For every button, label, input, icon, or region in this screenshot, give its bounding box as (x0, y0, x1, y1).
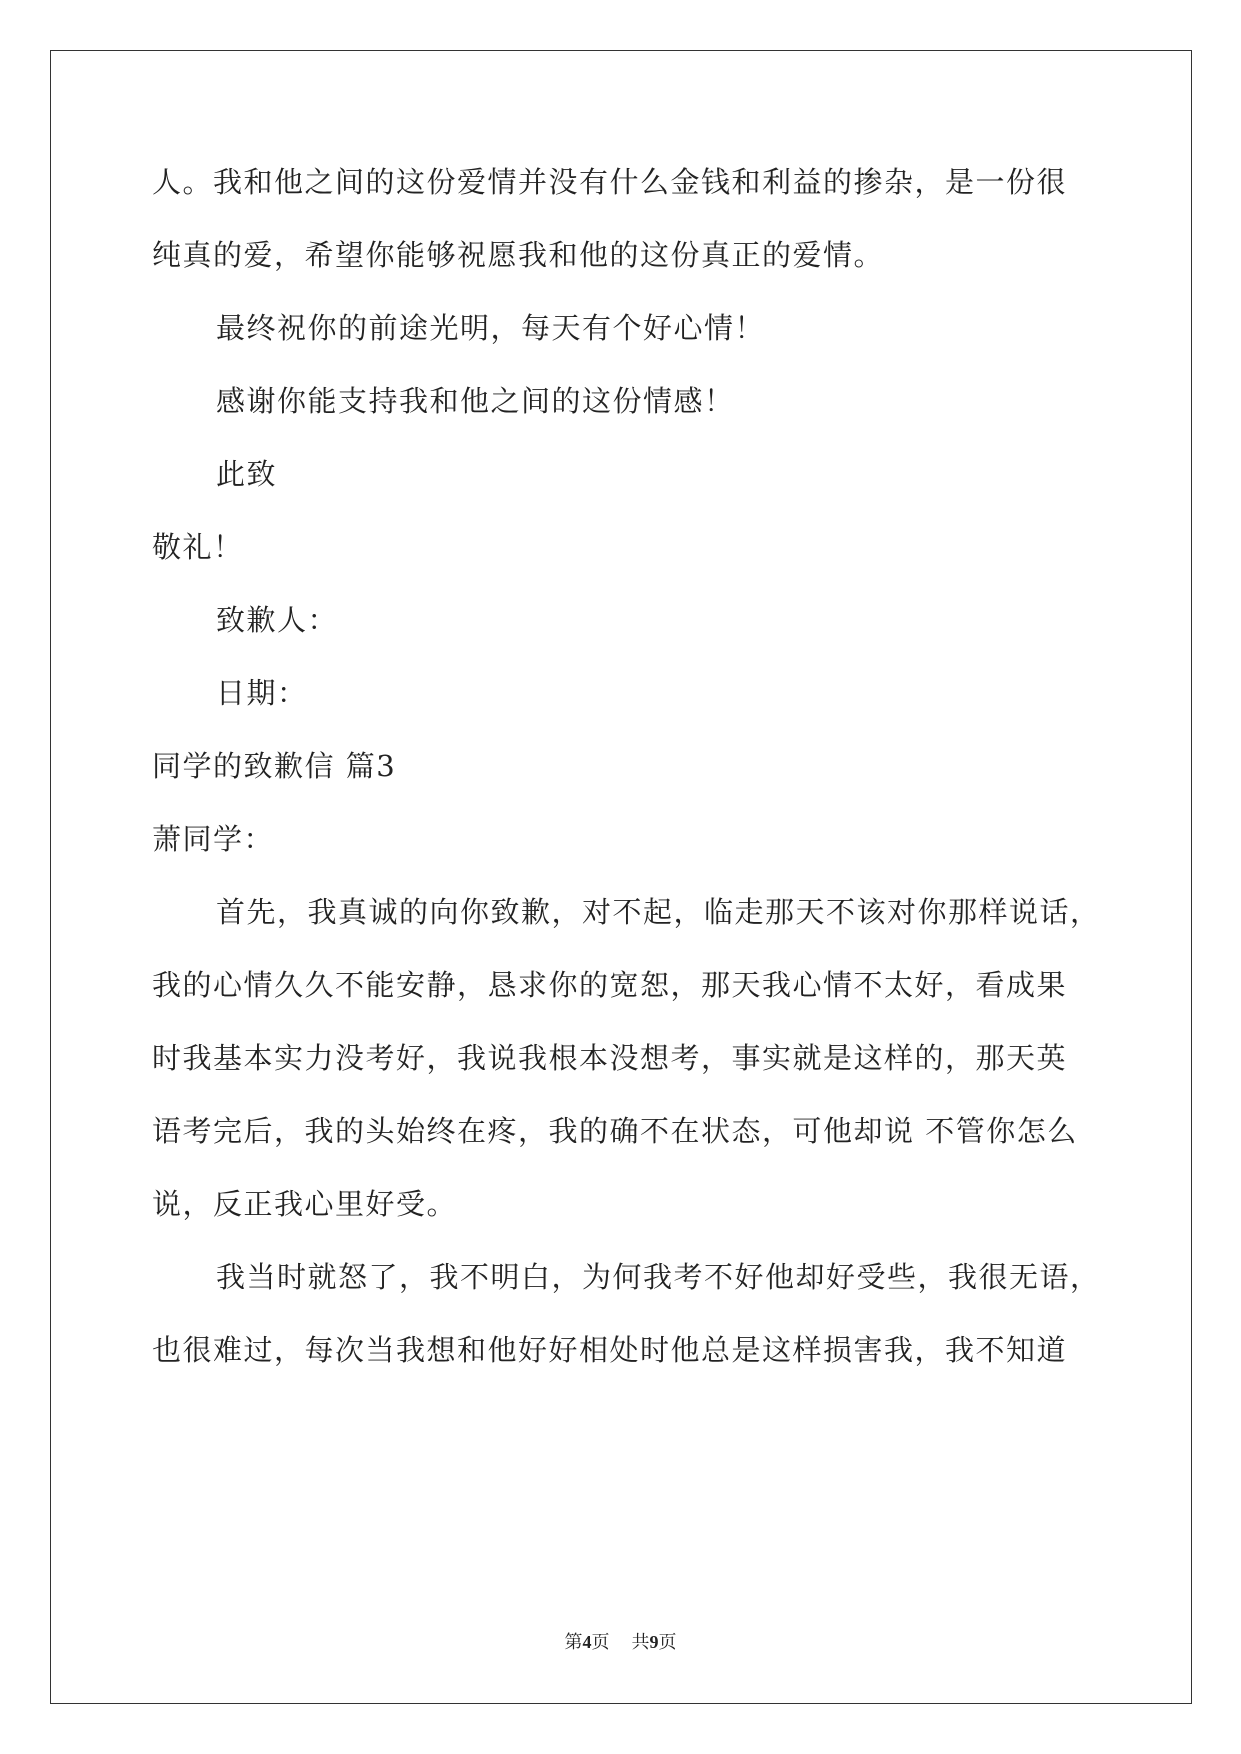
body-line: 最终祝你的前途光明，每天有个好心情！ (216, 311, 766, 345)
total-suffix: 页 (658, 1632, 677, 1652)
date-label: 日期： (216, 676, 308, 710)
body-line: 说，反正我心里好受。 (152, 1187, 458, 1221)
current-page-number: 4 (582, 1632, 592, 1652)
page-suffix: 页 (591, 1632, 610, 1652)
total-page-count: 9 (649, 1632, 659, 1652)
page-number-footer (0, 1628, 1241, 1654)
body-line: 我当时就怒了，我不明白，为何我考不好他却好受些，我很无语， (216, 1260, 1101, 1294)
signature-label: 致歉人： (216, 603, 339, 637)
body-line: 语考完后，我的头始终在疼，我的确不在状态，可他却说 不管你怎么 (152, 1114, 1078, 1148)
body-line: 首先，我真诚的向你致歉，对不起，临走那天不该对你那样说话， (216, 895, 1101, 929)
closing-regards: 敬礼！ (152, 530, 244, 564)
body-line: 也很难过，每次当我想和他好好相处时他总是这样损害我，我不知道 (152, 1333, 1068, 1367)
body-line: 纯真的爱，希望你能够祝愿我和他的这份真正的爱情。 (152, 238, 885, 272)
letter-greeting: 萧同学： (152, 822, 275, 856)
body-line: 我的心情久久不能安静，恳求你的宽恕，那天我心情不太好，看成果 (152, 968, 1068, 1002)
body-line: 时我基本实力没考好，我说我根本没想考，事实就是这样的，那天英 (152, 1041, 1068, 1075)
page-border (50, 50, 1192, 1704)
closing-salutation: 此致 (216, 457, 278, 491)
body-line: 人。我和他之间的这份爱情并没有什么金钱和利益的掺杂，是一份很 (152, 165, 1068, 199)
page-prefix: 第 (564, 1632, 583, 1652)
section-heading: 同学的致歉信 篇3 (152, 749, 397, 783)
body-line: 感谢你能支持我和他之间的这份情感！ (216, 384, 735, 418)
total-prefix: 共 (631, 1632, 650, 1652)
